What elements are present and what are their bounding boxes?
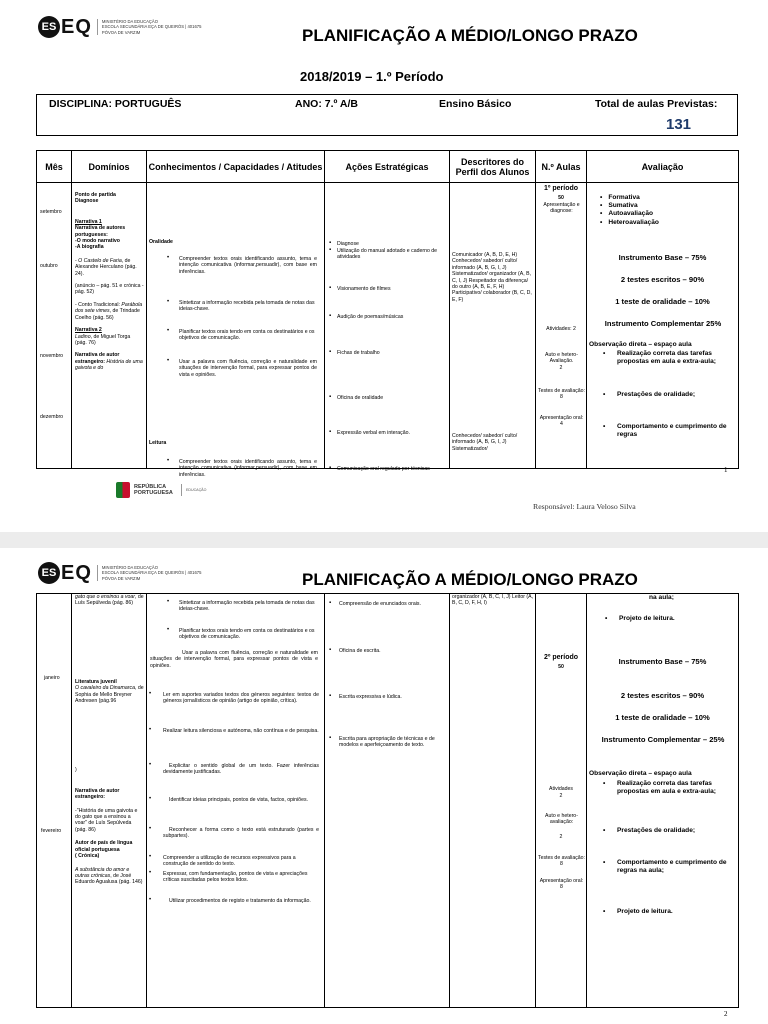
- knowledge-item: Compreender textos orais identificando assunto, tema e intenção comunicativa (informar,persuadir), com base em inferências.: [179, 256, 317, 275]
- eval-item: Autoavaliação: [608, 210, 654, 218]
- lesson-text: 2: [559, 793, 563, 799]
- dom-text: Literatura juvenil: [75, 678, 117, 685]
- dom-text: , de Alexandre Herculano (pág. 24).: [75, 257, 137, 277]
- total-label: Total de aulas Previstas:: [595, 98, 718, 110]
- knowledge-item: Planificar textos orais tendo em conta os destinatários e os objetivos de comunicação.: [179, 628, 315, 641]
- eval-obs-item: Prestações de oralidade;: [617, 827, 696, 834]
- school-label: ESCOLA SECUNDÁRIA EÇA DE QUEIRÓS | 401675: [101, 24, 202, 30]
- page-2: [0, 548, 768, 1024]
- descriptor-text: organizador (A, B, C, I, J) Leitor (A, B, C, D, F, H, I): [452, 594, 534, 607]
- dom-text: O cavaleiro da Dinamarca: [75, 685, 135, 692]
- eval-obs-item: Comportamento e cumprimento de regras: [617, 423, 727, 439]
- dom-text: -"História de uma gaivota e do gato que a ensinou a voar" de Luís Sepúlveda (pág. 86): [75, 807, 138, 833]
- eval-item: Heteroavaliação: [608, 218, 659, 226]
- dom-text: gato que o ensinou a voar: [75, 594, 135, 600]
- action-item: Oficina de escrita.: [339, 648, 381, 654]
- dom-text: A substância do amor e outras crónicas: [75, 866, 130, 879]
- knowledge-item: Usar a palavra com fluência, correção e naturalidade em situações de intervenção formal, para expressar pontos de vista e opiniões.: [179, 359, 317, 378]
- dom-text: Narrativa de autores portugueses:: [75, 225, 126, 238]
- month-label: novembro: [40, 353, 64, 359]
- eval-obs-item: na aula;: [649, 594, 674, 601]
- eval-obs: Observação direta – espaço aula: [589, 770, 692, 777]
- dom-text: História de uma gaivota e do: [75, 358, 143, 372]
- action-item: Escrita expressiva e lúdica.: [339, 694, 402, 700]
- action-item: Compreensão de enunciados orais.: [339, 601, 421, 607]
- eval-complementar: Instrumento Complementar 25%: [604, 319, 722, 328]
- es-logo-icon: ES E Q: [38, 16, 91, 38]
- knowledge-item: Usar a palavra com fluência, correção e naturalidade em situações de intervenção formal, para expressar pontos de vista e opiniões.: [150, 650, 318, 669]
- knowledge-item: Reconhecer a forma como o texto está estruturado (partes e subpartes).: [163, 827, 319, 840]
- period-title: 2018/2019 – 1.º Período: [300, 69, 444, 84]
- lesson-text: Testes de avaliação: 8: [538, 855, 586, 868]
- lesson-text: Apresentação oral: 8: [539, 878, 584, 891]
- col-dominios: Domínios: [72, 151, 147, 183]
- lesson-text: Testes de avaliação: 8: [538, 388, 586, 401]
- plan-table-2: [36, 593, 739, 1008]
- total-value: 131: [666, 116, 692, 133]
- disciplina-label: DISCIPLINA: PORTUGUÊS: [49, 98, 182, 110]
- eval-base: Instrumento Base – 75%: [618, 253, 707, 262]
- eval-obs-item: Prestações de oralidade;: [617, 391, 696, 398]
- dom-text: (pág. 76): [75, 339, 96, 346]
- lesson-text: Atividades: [549, 786, 573, 792]
- dom-text: Parábola dos sete vimes: [75, 301, 143, 315]
- dom-text: Narrativa 2: [75, 327, 102, 334]
- dom-text: , de José Eduardo Agualusa (pág. 146): [75, 872, 143, 886]
- responsavel-label: Responsável: Laura Veloso Silva: [533, 502, 636, 511]
- action-item: Escrita para apropriação de técnicas e de modelos e aperfeiçoamento de texto.: [339, 736, 435, 749]
- ministry-label: MINISTÉRIO DA EDUCAÇÃO: [101, 565, 158, 571]
- eval-obs-item: Realização correta das tarefas propostas em aula e extra-aula;: [617, 780, 716, 796]
- action-item: Comunicação oral regulada por técnicas: [337, 466, 430, 472]
- knowledge-item: Expressar, com fundamentação, pontos de vista e apreciações críticas suscitadas pelos textos lidos.: [163, 871, 308, 884]
- info-box: [36, 94, 738, 136]
- eval-base: Instrumento Base – 75%: [618, 657, 707, 666]
- dom-text: - Conto Tradicional:: [75, 301, 122, 308]
- col-mes: Mês: [37, 151, 72, 183]
- col-avaliacao: Avaliação: [587, 151, 739, 183]
- dom-text: , de Miguel Torga: [90, 333, 131, 340]
- knowledge-item: Utilizar procedimentos de registo e tratamento da informação.: [169, 898, 311, 904]
- descriptor-text: Conhecedor/ sabedor/ culto/ informado (A, B, G, I, J) Sistematizador/: [452, 433, 518, 452]
- knowledge-item: Identificar ideias principais, pontos de vista, factos, opiniões.: [169, 797, 308, 803]
- eval-oral: 1 teste de oralidade – 10%: [615, 713, 710, 722]
- knowledge-item: Compreender textos orais identificando assunto, tema e intenção comunicativa (informar,persuadir), com base em inferências.: [179, 459, 317, 478]
- knowledge-item: Realizar leitura silenciosa e autónoma, não contínua e de pesquisa.: [163, 728, 319, 734]
- republica-logo: [116, 482, 206, 498]
- lesson-text: 2: [559, 365, 563, 371]
- dom-text: Narrativa 1: [75, 218, 102, 225]
- month-label: fevereiro: [41, 828, 62, 834]
- table-header-row: [37, 151, 739, 183]
- dom-text: Narrativa de autor estrangeiro:: [75, 352, 120, 365]
- col-acoes: Ações Estratégicas: [325, 151, 450, 183]
- eval-complementar: Instrumento Complementar – 25%: [601, 735, 725, 744]
- dom-text: , de Sophia de Mello Breyner Andresen (pág.96: [75, 685, 144, 705]
- month-label: janeiro: [44, 675, 60, 681]
- dom-text: ): [75, 767, 77, 774]
- lesson-count: 50: [558, 195, 564, 201]
- action-item: Audição de poemas/músicas: [337, 314, 404, 320]
- school-label: ESCOLA SECUNDÁRIA EÇA DE QUEIRÓS | 401675: [101, 570, 202, 576]
- dominios-cell: [72, 183, 146, 372]
- dom-text: Diagnose: [75, 198, 99, 205]
- oralidade-heading: Oralidade: [149, 239, 173, 245]
- school-info: [97, 565, 202, 581]
- action-item: Diagnose: [337, 241, 359, 247]
- col-conhecimentos: Conhecimentos / Capacidades / Atitudes: [147, 151, 325, 183]
- es-logo-icon: ES E Q: [38, 562, 91, 584]
- page-title: PLANIFICAÇÃO A MÉDIO/LONGO PRAZO: [302, 570, 638, 589]
- dom-text: , de Luís Sepúlveda (pág. 86): [75, 594, 144, 607]
- dom-text: ( Crónica): [75, 853, 100, 860]
- descriptor-text: Comunicador (A, B, D, E, H) Conhecedor/ sabedor/ culto/ informado (A, B, G, I, J) Sistematizador/ organizador (A, B, C, I, J) Respeitador da diferença/ do outro (A, B, E, F, H) Participativo/ colaborador (B, C, D, E, F): [452, 252, 532, 303]
- dom-text: O Castelo de Faria: [78, 257, 122, 264]
- eval-item: Formativa: [608, 194, 640, 201]
- ano-label: ANO: 7.º A/B: [295, 98, 358, 110]
- action-item: Visionamento de filmes: [337, 286, 391, 292]
- col-descritores: Descritores do Perfil dos Alunos: [450, 151, 536, 183]
- dom-text: -: [75, 257, 79, 264]
- table-row: setembro outubro novembro dezembro Ponto de partida Diagnose Narrativa 1 Narrativa de autores portugueses: -O modo narrativo -A biografia - O Castelo de Faria, de Alexandre Herculano (pág. 24). (anúncio – pág. 51 e crónica - pág. 52) - Conto Tradicional: Parábola dos sete vimes, de Trindade Coelho (pág. 56) Narrativa 2 Ladino, de Miguel Torga (pág. 76) Narrativa de autor estrangeiro: História de uma gaivota e do Oralidade • Compreender textos orais identificando assunto, tema e intenção comunicativa (informar,persuadir), com base em inferências. • Sintetizar a informação recebida pela tomada de notas das ideias-chave. • Planificar textos orais tendo em conta os destinatários e os objetivos de comunicação. • Usar a palavra com fluência, correção e naturalidade em situações de intervenção formal, para expressar pontos de vista e opiniões. Leitura • Compreender textos orais identificando assunto, tema e intenção comunicativa (informar,persuadir), com base em inferências. ▪ Diagnose ▪ Utilização do manual adotado e caderno de atividades ▪ Visionamento de filmes ▪ Audição de poemas/músicas ▪ Fichas de trabalho ▪ Oficina de oralidade ▪ Expressão verbal em interação. ▪ Comunicação oral regulada por técnicas Comunicador (A, B, D, E, H) Conhecedor/ sabedor/ culto/ informado (A, B, G, I, J) Sistematizador/ organizador (A, B, C, I, J) Respeitador da diferença/ do outro (A, B, E, F, H) Participativo/ colaborador (B, C, D, E, F) Conhecedor/ sabedor/ culto/ informado (A, B, G, I, J) Sistematizador/ 1º período 50 Apresentação e diagnose: Atividades: 2 Auto e hetero-Avaliação. 2 Testes de avaliação: 8 Apresentação oral: 4 • Formativa • Sumativa • Autoavaliação • Heteroavaliação Instrumento Base – 75% 2 testes escritos – 90% 1 teste de oralidade – 10% Instrumento Complementar 25% Observação direta – espaço aula • Realização correta das tarefas propostas em aula e extra-aula; • Prestações de oralidade; • Comportamento e cumprimento de regras: [37, 183, 739, 469]
- lesson-text: Auto e hetero-avaliação:: [545, 813, 578, 826]
- action-item: Expressão verbal em interação.: [337, 430, 410, 436]
- col-aulas: N.º Aulas: [536, 151, 587, 183]
- republica-label: REPÚBLICA PORTUGUESA: [134, 484, 182, 496]
- dom-text: Ponto de partida: [75, 192, 116, 198]
- flag-icon: [116, 482, 130, 498]
- knowledge-item: Compreender a utilização de recursos expressivos para a construção de sentido do texto.: [163, 855, 296, 868]
- school-info: [97, 19, 202, 35]
- dom-text: , de Trindade Coelho (pág. 56): [75, 308, 140, 321]
- dom-text: (anúncio – pág. 51 e crónica - pág. 52): [75, 283, 144, 296]
- period-label: 1º período: [543, 185, 579, 192]
- ensino-label: Ensino Básico: [439, 98, 512, 110]
- eval-obs: Observação direta – espaço aula: [589, 341, 692, 348]
- page-number: 2: [724, 1010, 728, 1018]
- month-label: outubro: [40, 263, 58, 269]
- eval-obs-item: Projeto de leitura.: [617, 908, 673, 915]
- town-label: PÓVOA DE VARZIM: [101, 575, 141, 581]
- dom-text: Ladino: [75, 333, 91, 340]
- action-item: Fichas de trabalho: [337, 350, 380, 356]
- eval-testes: 2 testes escritos – 90%: [620, 691, 705, 700]
- educacao-label: EDUCAÇÃO: [186, 488, 207, 492]
- eval-obs-item: Comportamento e cumprimento de regras na aula;: [617, 859, 727, 875]
- ministry-label: MINISTÉRIO DA EDUCAÇÃO: [101, 19, 158, 25]
- month-label: setembro: [40, 209, 62, 215]
- school-logo: [38, 16, 201, 38]
- dom-text: -A biografia: [75, 244, 104, 251]
- period-label: 2º período: [543, 654, 579, 661]
- eval-obs-item: Projeto de leitura.: [619, 615, 675, 622]
- knowledge-item: Planificar textos orais tendo em conta os destinatários e os objetivos de comunicação.: [179, 329, 315, 342]
- page-title: PLANIFICAÇÃO A MÉDIO/LONGO PRAZO: [302, 26, 638, 45]
- knowledge-item: Explicitar o sentido global de um texto. Fazer inferências devidamente justificadas.: [163, 763, 319, 776]
- eval-obs-item: Realização correta das tarefas propostas em aula e extra-aula;: [617, 350, 716, 366]
- dominios-cell: [72, 594, 146, 886]
- dom-text: Narrativa de autor estrangeiro:: [75, 787, 120, 801]
- lesson-text: Apresentação oral: 4: [539, 415, 584, 428]
- eval-testes: 2 testes escritos – 90%: [620, 275, 705, 284]
- dom-text: -O modo narrativo: [75, 238, 120, 245]
- month-label: dezembro: [40, 414, 64, 420]
- eval-oral: 1 teste de oralidade – 10%: [615, 297, 710, 306]
- plan-table-1: [36, 150, 739, 478]
- lesson-text: Auto e hetero-Avaliação.: [545, 352, 578, 365]
- action-item: Utilização do manual adotado e caderno de atividades: [337, 248, 438, 261]
- town-label: PÓVOA DE VARZIM: [101, 29, 141, 35]
- page-number: 1: [724, 466, 728, 474]
- lesson-text: Apresentação e diagnose:: [543, 202, 580, 215]
- lesson-text: 2: [559, 834, 563, 840]
- school-logo: [38, 562, 201, 584]
- eval-item: Sumativa: [608, 202, 638, 210]
- dom-text: Autor de país de língua oficial portuguesa: [75, 840, 133, 853]
- lesson-text: Atividades: 2: [546, 326, 576, 332]
- leitura-heading: Leitura: [149, 440, 167, 446]
- knowledge-item: Sintetizar a informação recebida pela tomada de notas das ideias-chave.: [179, 300, 315, 313]
- table-row: janeiro fevereiro gato que o ensinou a voar, de Luís Sepúlveda (pág. 86) Literatura juvenil O cavaleiro da Dinamarca, de Sophia de Mello Breyner Andresen (pág.96 ) Narrativa de autor estrangeiro: -"História de uma gaivota e do gato que a ensinou a voar" de Luís Sepúlveda (pág. 86) Autor de país de língua oficial portuguesa ( Crónica) A substância do amor e outras crónicas, de José Eduardo Agualusa (pág. 146) • Sintetizar a informação recebida pela tomada de notas das ideias-chave. • Planificar textos orais tendo em conta os destinatários e os objetivos de comunicação. Usar a palavra com fluência, correção e naturalidade em situações de intervenção formal, para expressar pontos de vista e opiniões. • Ler em suportes variados textos dos géneros seguintes: textos de géneros jornalísticos de opinião (artigo de opinião, crítica). • Realizar leitura silenciosa e autónoma, não contínua e de pesquisa. • Explicitar o sentido global de um texto. Fazer inferências devidamente justificadas. • Identificar ideias principais, pontos de vista, factos, opiniões. • Reconhecer a forma como o texto está estruturado (partes e subpartes). • Compreender a utilização de recursos expressivos para a construção de sentido do texto. • Expressar, com fundamentação, pontos de vista e apreciações críticas suscitadas pelos textos lidos. • Utilizar procedimentos de registo e tratamento da informação. ▪ Compreensão de enunciados orais. ▪ Oficina de escrita. ▪ Escrita expressiva e lúdica. ▪ Escrita para apropriação de técnicas e de modelos e aperfeiçoamento de texto. organizador (A, B, C, I, J) Leitor (A, B, C, D, F, H, I) 2º período 50 Atividades 2 Auto e hetero-avaliação: 2 Testes de avaliação: 8 Apresentação oral: 8 na aula; • Projeto de leitura. Instrumento Base – 75% 2 testes escritos – 90% 1 teste de oralidade – 10% Instrumento Complementar – 25% Observação direta – espaço aula • Realização correta das tarefas propostas em aula e extra-aula; • Prestações de oralidade; • Comportamento e cumprimento de regras na aula; • Projeto de leitura.: [37, 594, 739, 1008]
- action-item: Oficina de oralidade: [337, 395, 384, 401]
- knowledge-item: Ler em suportes variados textos dos géneros seguintes: textos de géneros jornalísticos de opinião (artigo de opinião, crítica).: [163, 692, 319, 705]
- lesson-count: 50: [558, 664, 564, 670]
- knowledge-item: Sintetizar a informação recebida pela tomada de notas das ideias-chave.: [179, 600, 315, 613]
